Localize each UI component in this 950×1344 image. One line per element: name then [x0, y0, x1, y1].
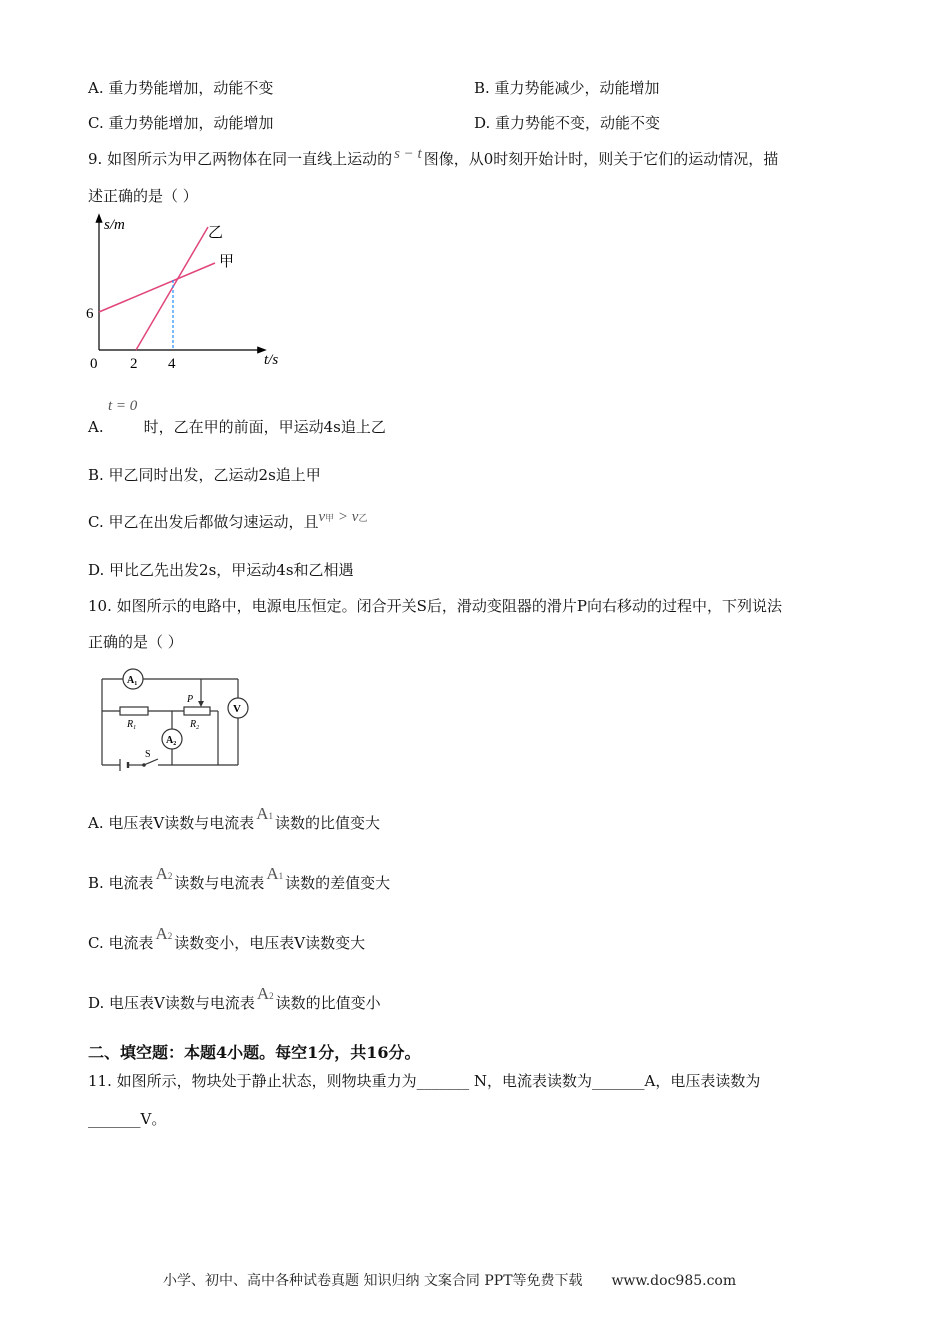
x-tick-2: 2	[130, 356, 138, 372]
x-axis-label: t/s	[264, 352, 279, 368]
slider-arrow-icon	[198, 701, 204, 707]
origin-label: 0	[90, 356, 98, 372]
q10-stem-line2: 正确的是（ ）	[88, 633, 183, 651]
switch-label: S	[145, 749, 151, 760]
slider-p-label: P	[187, 694, 194, 705]
y-axis-label: s/m	[104, 217, 125, 233]
footer	[163, 1270, 736, 1290]
x-tick-4: 4	[168, 356, 176, 372]
line-yi	[136, 227, 208, 350]
q8-option-c: C. 重力势能增加，动能增加	[88, 114, 274, 132]
q9-stem-line2: 述正确的是（ ）	[88, 187, 198, 205]
q8-option-a: A. 重力势能增加，动能不变	[88, 79, 274, 97]
circuit-diagram	[96, 665, 256, 773]
line-jia	[99, 263, 215, 312]
a2-label: $A_2$	[166, 735, 177, 747]
q8-option-b: B. 重力势能减少，动能增加	[474, 79, 660, 97]
r2-label: $R_2$	[190, 719, 200, 731]
q11-line1: 11. 如图所示，物块处于静止状态，则物块重力为_______ N，电流表读数为_______A，电压表读数为	[88, 1072, 761, 1090]
q9-option-b: B. 甲乙同时出发，乙运动2s追上甲	[88, 466, 321, 484]
q9-stem-math: s − t	[394, 146, 422, 162]
q11-line2: _______V。	[88, 1110, 167, 1128]
footer-text: 小学、初中、高中各种试卷真题 知识归纳 文案合同 PPT等免费下载	[163, 1273, 583, 1289]
q9-option-a: A. 时，乙在甲的前面，甲运动4s追上乙	[88, 418, 386, 436]
v-label: V	[233, 703, 241, 715]
q9-stem-line1	[88, 148, 778, 169]
q9-option-d: D. 甲比乙先出发2s，甲运动4s和乙相遇	[88, 561, 354, 579]
a1-label: $A_1$	[127, 675, 138, 687]
q8-option-d: D. 重力势能不变，动能不变	[474, 114, 661, 132]
q10-option-d: D. 电压表V读数与电流表 A2 读数的比值变小	[88, 984, 381, 1012]
label-jia: 甲	[219, 254, 235, 270]
q9-stem-part1: 9. 如图所示为甲乙两物体在同一直线上运动的	[88, 150, 393, 168]
q10-option-b: B. 电流表 A2 读数与电流表 A1 读数的差值变大	[88, 864, 391, 892]
st-graph	[84, 212, 294, 377]
q9-option-c: C. 甲乙在出发后都做匀速运动，且v甲 > v乙	[88, 509, 368, 531]
r1-label: $R_1$	[127, 719, 137, 731]
q10-option-a: A. 电压表V读数与电流表 A1 读数的比值变大	[88, 804, 380, 832]
section-title: 二、填空题：本题4小题。每空1分，共16分。	[88, 1043, 421, 1062]
q10-option-c: C. 电流表 A2 读数变小，电压表V读数变大	[88, 924, 366, 952]
y-tick-6: 6	[86, 306, 94, 322]
resistor-r2	[184, 707, 210, 715]
label-yi: 乙	[208, 225, 224, 241]
q10-stem-line1: 10. 如图所示的电路中，电源电压恒定。闭合开关S后，滑动变阻器的滑片P向右移动的过程中，下列说法	[88, 597, 782, 615]
q9-stem-part2: 图像，从0时刻开始计时，则关于它们的运动情况，描	[423, 150, 779, 168]
footer-url[interactable]: www.doc985.com	[611, 1273, 737, 1289]
resistor-r1	[120, 707, 148, 715]
